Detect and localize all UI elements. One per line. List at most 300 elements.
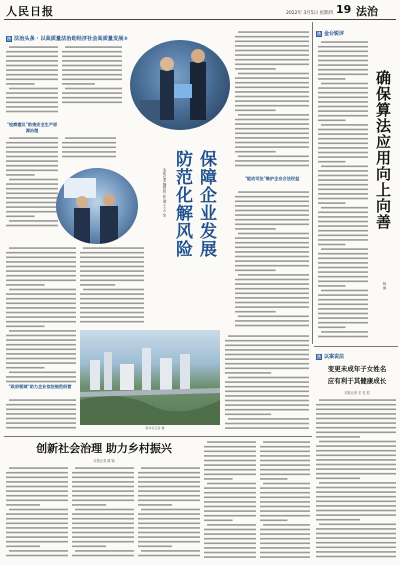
text-line <box>316 514 396 516</box>
text-line <box>235 64 309 66</box>
text-line <box>62 74 122 76</box>
text-line <box>318 120 346 122</box>
text-line <box>6 367 45 369</box>
lead-subhead-1: "检察建议"助推安全生产原源治理 <box>6 122 58 133</box>
bottom-body-col5 <box>260 440 310 562</box>
text-line <box>6 165 58 167</box>
text-line <box>321 331 368 333</box>
text-line <box>318 212 368 214</box>
text-line <box>235 160 309 162</box>
text-line <box>6 326 45 328</box>
text-line <box>225 372 271 374</box>
text-line <box>6 92 58 94</box>
text-line <box>260 538 310 540</box>
text-line <box>6 83 35 85</box>
text-line <box>6 261 76 263</box>
text-line <box>204 515 256 517</box>
text-line <box>235 279 309 281</box>
body-text-lines <box>62 136 116 162</box>
text-line <box>316 496 396 498</box>
photo-caption: 新华社记者 摄 <box>145 426 165 430</box>
text-line <box>6 225 58 227</box>
text-line <box>318 147 368 149</box>
text-line <box>6 193 58 195</box>
text-line <box>72 495 134 497</box>
text-line <box>318 299 368 301</box>
text-line <box>235 91 309 93</box>
text-line <box>260 487 310 489</box>
text-line <box>204 506 256 508</box>
column-kicker-text: 金台锐评 <box>324 31 345 37</box>
text-line <box>318 281 368 283</box>
body-text-lines <box>225 334 309 434</box>
text-line <box>6 216 35 218</box>
opinion-body <box>316 398 396 560</box>
bottom-body-col2 <box>72 466 134 562</box>
text-line <box>6 102 58 104</box>
body-text-lines <box>6 398 76 434</box>
text-line <box>62 147 116 149</box>
text-line <box>6 344 76 346</box>
text-line <box>235 68 276 70</box>
text-line <box>6 555 68 557</box>
lead-kicker <box>6 35 236 42</box>
text-line <box>138 472 200 474</box>
text-line <box>316 464 396 466</box>
text-line <box>318 156 368 158</box>
text-line <box>138 523 200 525</box>
opinion-headline-2: 应有利于其健康成长 <box>327 377 387 385</box>
text-line <box>318 133 368 135</box>
text-line <box>235 105 309 107</box>
text-line <box>9 550 68 552</box>
text-line <box>235 210 309 212</box>
text-line <box>6 316 76 318</box>
text-line <box>318 179 368 181</box>
lead-kicker-text: 法治头条 · 以高质量法治助经济社会高质量发展③ <box>14 36 128 42</box>
text-line <box>62 60 122 62</box>
masthead-logo: 人民日报 <box>6 5 54 18</box>
text-line <box>6 97 58 99</box>
text-line <box>235 100 309 102</box>
text-line <box>75 509 134 511</box>
text-line <box>6 51 58 53</box>
text-line <box>6 546 40 548</box>
page-number: 19 <box>336 3 352 16</box>
text-line <box>6 353 76 355</box>
text-line <box>316 436 360 438</box>
text-line <box>235 297 309 299</box>
text-line <box>235 87 309 89</box>
text-line <box>318 74 368 76</box>
text-line <box>235 265 309 267</box>
text-line <box>318 235 368 237</box>
lead-body-col2 <box>62 45 122 105</box>
text-line <box>235 256 309 258</box>
text-line <box>6 307 76 309</box>
text-line <box>80 321 144 323</box>
lead-body-col2c <box>80 246 144 326</box>
text-line <box>235 59 309 61</box>
text-line <box>225 358 309 360</box>
text-line <box>9 467 68 469</box>
text-line <box>238 191 309 193</box>
lead-kicker-badge: 法 <box>7 36 11 41</box>
opinion-headline-1: 变更未成年子女姓名 <box>327 365 387 373</box>
text-line <box>238 114 309 116</box>
text-line <box>260 501 310 503</box>
text-line <box>204 487 256 489</box>
lead-body-col1 <box>6 45 58 115</box>
text-line <box>6 518 68 520</box>
text-line <box>204 464 256 466</box>
text-line <box>316 445 396 447</box>
text-line <box>318 294 368 296</box>
text-line <box>235 119 309 121</box>
text-line <box>225 400 309 402</box>
text-line <box>6 65 58 67</box>
text-line <box>62 51 122 53</box>
text-line <box>204 552 256 554</box>
text-line <box>6 174 35 176</box>
text-line <box>316 542 396 544</box>
bottom-body-col4 <box>204 440 256 562</box>
text-line <box>260 446 310 448</box>
text-line <box>6 541 68 543</box>
text-line <box>235 41 309 43</box>
opinion-kicker <box>316 353 396 360</box>
text-line <box>6 362 76 364</box>
text-line <box>260 492 310 494</box>
body-text-lines <box>318 40 368 340</box>
text-line <box>138 527 200 529</box>
text-line <box>6 527 68 529</box>
lead-body-col2b <box>62 136 116 162</box>
text-line <box>318 60 368 62</box>
text-line <box>318 101 368 103</box>
text-line <box>9 289 76 291</box>
text-line <box>9 46 58 48</box>
text-line <box>6 536 68 538</box>
text-line <box>318 189 368 191</box>
text-line <box>316 487 396 489</box>
text-line <box>238 233 309 235</box>
text-line <box>225 349 309 351</box>
text-line <box>72 527 134 529</box>
text-line <box>235 151 276 153</box>
text-line <box>316 533 396 535</box>
text-line <box>72 504 106 506</box>
text-line <box>72 481 134 483</box>
text-line <box>204 547 256 549</box>
text-line <box>9 509 68 511</box>
text-line <box>72 541 134 543</box>
text-line <box>138 490 200 492</box>
text-line <box>235 165 309 167</box>
text-line <box>6 270 76 272</box>
text-line <box>318 161 346 163</box>
bottom-divider <box>4 436 312 437</box>
text-line <box>83 247 144 249</box>
text-line <box>6 490 68 492</box>
text-line <box>6 188 58 190</box>
text-line <box>6 106 58 108</box>
text-line <box>72 523 134 525</box>
text-line <box>65 88 122 90</box>
lead-byline: 本报记者 魏哲哲 张 璁 王 天 亲 <box>163 168 167 217</box>
text-line <box>321 41 368 43</box>
text-line <box>204 533 256 535</box>
text-line <box>235 320 309 322</box>
text-line <box>9 137 58 139</box>
text-line <box>62 142 116 144</box>
text-line <box>321 83 368 85</box>
text-line <box>72 536 134 538</box>
body-text-lines <box>316 398 396 560</box>
text-line <box>316 537 396 539</box>
text-line <box>319 482 396 484</box>
text-line <box>6 335 76 337</box>
bottom-byline: 本报记者 翁 婉 <box>93 459 115 463</box>
text-line <box>6 418 76 420</box>
text-line <box>72 500 134 502</box>
text-line <box>6 376 76 378</box>
text-line <box>72 513 134 515</box>
text-line <box>319 399 396 401</box>
text-line <box>6 252 76 254</box>
text-line <box>316 510 396 512</box>
text-line <box>316 418 396 420</box>
text-line <box>318 317 368 319</box>
text-line <box>6 151 58 153</box>
text-line <box>6 56 58 58</box>
text-line <box>6 358 76 360</box>
text-line <box>260 556 310 558</box>
text-line <box>235 260 309 262</box>
text-line <box>80 275 144 277</box>
text-line <box>321 248 368 250</box>
text-line <box>83 289 144 291</box>
text-line <box>80 316 144 318</box>
text-line <box>318 175 368 177</box>
text-line <box>235 251 309 253</box>
text-line <box>225 386 309 388</box>
text-line <box>72 486 134 488</box>
text-line <box>80 280 144 282</box>
text-line <box>318 110 368 112</box>
body-text-lines <box>6 466 68 562</box>
lead-photo-police <box>130 40 230 130</box>
text-line <box>204 460 256 462</box>
text-line <box>316 455 396 457</box>
lead-body-col3b <box>235 190 309 330</box>
text-line <box>6 504 40 506</box>
text-line <box>6 381 76 383</box>
text-line <box>321 124 368 126</box>
text-line <box>318 193 368 195</box>
text-line <box>318 115 368 117</box>
text-line <box>6 349 76 351</box>
text-line <box>318 64 368 66</box>
text-line <box>316 432 396 434</box>
text-line <box>235 325 309 327</box>
text-line <box>62 102 122 104</box>
text-line <box>238 156 309 158</box>
text-line <box>260 451 310 453</box>
column-byline: 杨 博 <box>383 282 387 291</box>
body-text-lines <box>235 30 309 170</box>
text-line <box>235 205 309 207</box>
text-line <box>75 550 134 552</box>
text-line <box>6 312 76 314</box>
lead-photo-aerial-city <box>80 330 220 425</box>
text-line <box>238 31 309 33</box>
text-line <box>228 418 309 420</box>
text-line <box>235 196 309 198</box>
text-line <box>207 524 256 526</box>
text-line <box>6 69 58 71</box>
text-line <box>6 142 58 144</box>
lead-body-col1d <box>6 398 76 434</box>
text-line <box>235 96 309 98</box>
text-line <box>6 495 68 497</box>
text-line <box>318 129 368 131</box>
text-line <box>316 450 396 452</box>
text-line <box>6 477 68 479</box>
text-line <box>80 293 144 295</box>
text-line <box>204 455 256 457</box>
text-line <box>318 106 368 108</box>
text-line <box>6 257 76 259</box>
text-line <box>204 478 233 480</box>
text-line <box>80 284 115 286</box>
text-line <box>6 481 68 483</box>
text-line <box>9 372 76 374</box>
text-line <box>225 354 309 356</box>
text-line <box>72 532 134 534</box>
text-line <box>316 422 396 424</box>
text-line <box>141 467 200 469</box>
text-line <box>235 288 309 290</box>
section-name: 法治 <box>356 5 378 18</box>
text-line <box>318 322 368 324</box>
text-line <box>318 51 368 53</box>
text-line <box>6 404 76 406</box>
lead-body-col3 <box>235 30 309 170</box>
text-line <box>225 345 309 347</box>
text-line <box>204 492 256 494</box>
text-line <box>316 528 396 530</box>
text-line <box>9 399 76 401</box>
text-line <box>138 477 200 479</box>
text-line <box>260 515 310 517</box>
body-text-lines <box>80 246 144 326</box>
text-line <box>235 54 309 56</box>
text-line <box>318 87 368 89</box>
text-line <box>6 486 68 488</box>
body-text-lines <box>6 246 76 386</box>
text-line <box>235 311 276 313</box>
text-line <box>80 270 144 272</box>
text-line <box>235 283 309 285</box>
column-body <box>318 40 368 340</box>
bottom-body-col1 <box>6 466 68 562</box>
text-line <box>235 128 309 130</box>
text-line <box>6 206 58 208</box>
lead-photo-prosecutors <box>56 168 138 244</box>
text-line <box>318 253 368 255</box>
text-line <box>260 510 310 512</box>
text-line <box>318 92 368 94</box>
text-line <box>6 170 58 172</box>
text-line <box>138 532 200 534</box>
text-line <box>138 513 200 515</box>
text-line <box>138 481 200 483</box>
text-line <box>6 303 76 305</box>
text-line <box>6 197 58 199</box>
text-line <box>235 77 309 79</box>
text-line <box>260 460 310 462</box>
text-line <box>316 404 396 406</box>
text-line <box>318 221 368 223</box>
text-line <box>6 409 76 411</box>
text-line <box>321 290 368 292</box>
body-text-lines <box>235 190 309 330</box>
prosecutor-figures-illustration <box>56 168 138 244</box>
text-line <box>260 469 310 471</box>
text-line <box>235 123 309 125</box>
text-line <box>316 409 396 411</box>
text-line <box>6 275 76 277</box>
text-line <box>204 451 256 453</box>
text-line <box>318 202 346 204</box>
text-line <box>235 247 309 249</box>
lead-body-col3c <box>225 334 309 434</box>
text-line <box>228 335 309 337</box>
text-line <box>72 490 134 492</box>
text-line <box>138 500 200 502</box>
text-line <box>6 211 58 213</box>
text-line <box>260 547 310 549</box>
text-line <box>318 267 368 269</box>
text-line <box>6 79 58 81</box>
text-line <box>204 446 256 448</box>
text-line <box>80 303 144 305</box>
text-line <box>225 423 309 425</box>
text-line <box>204 520 233 522</box>
text-line <box>6 523 68 525</box>
text-line <box>263 483 310 485</box>
text-line <box>138 541 200 543</box>
text-line <box>316 491 396 493</box>
text-line <box>6 147 58 149</box>
lead-headline-1: 保障企业发展 <box>196 150 216 258</box>
text-line <box>235 306 309 308</box>
text-line <box>235 133 309 135</box>
text-line <box>138 495 200 497</box>
body-text-lines <box>138 466 200 562</box>
text-line <box>80 307 144 309</box>
text-line <box>62 97 122 99</box>
lead-subhead-2: "能动司法"维护企业合法权益 <box>244 176 300 181</box>
text-line <box>204 469 256 471</box>
text-line <box>235 110 276 112</box>
text-line <box>6 427 76 429</box>
text-line <box>318 78 346 80</box>
text-line <box>62 56 122 58</box>
text-line <box>260 497 310 499</box>
body-text-lines <box>204 440 256 562</box>
